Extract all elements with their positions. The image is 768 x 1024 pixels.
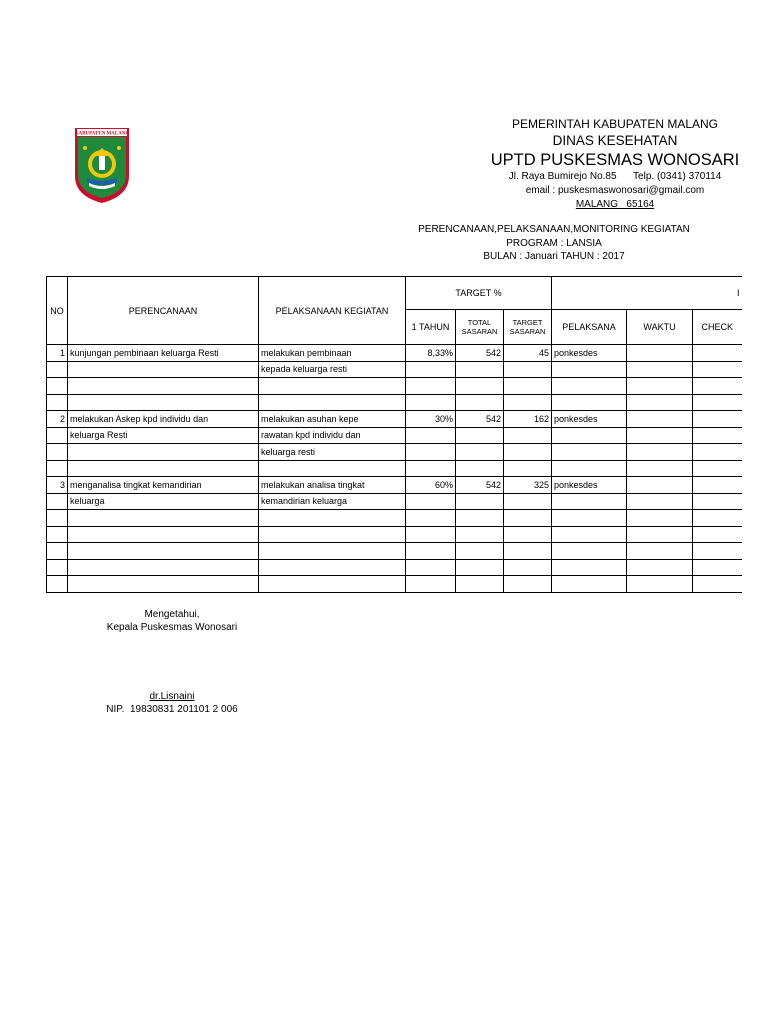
cell-pelaksanaan xyxy=(259,543,406,560)
cell-pelaksanaan: kemandirian keluarga xyxy=(259,493,406,510)
cell-pelaksana xyxy=(552,493,627,510)
activity-table xyxy=(46,276,742,593)
cell-no xyxy=(47,576,68,593)
cell-check xyxy=(693,510,742,527)
cell-target-sasaran xyxy=(504,427,552,444)
cell-waktu xyxy=(627,493,693,510)
table-row xyxy=(47,361,742,378)
cell-check xyxy=(693,411,742,428)
cell-pelaksana: ponkesdes xyxy=(552,411,627,428)
cell-no xyxy=(47,378,68,395)
cell-total-sasaran xyxy=(456,394,504,411)
cell-no: 1 xyxy=(47,345,68,362)
cell-target-sasaran xyxy=(504,526,552,543)
cell-target-sasaran: 162 xyxy=(504,411,552,428)
cell-1-tahun xyxy=(406,427,456,444)
header-monitoring-group: I xyxy=(552,277,742,310)
signer-title: Kepala Puskesmas Wonosari xyxy=(106,622,238,633)
period-label: BULAN : Januari TAHUN : 2017 xyxy=(483,251,625,262)
cell-perencanaan xyxy=(68,444,259,461)
cell-1-tahun xyxy=(406,378,456,395)
cell-perencanaan xyxy=(68,510,259,527)
cell-waktu xyxy=(627,427,693,444)
institution-name: UPTD PUSKESMAS WONOSARI xyxy=(490,151,740,169)
cell-total-sasaran xyxy=(456,526,504,543)
cell-total-sasaran: 542 xyxy=(456,411,504,428)
table-body xyxy=(47,345,742,593)
cell-pelaksanaan xyxy=(259,460,406,477)
cell-target-sasaran xyxy=(504,361,552,378)
cell-perencanaan xyxy=(68,543,259,560)
cell-check xyxy=(693,526,742,543)
cell-pelaksana: ponkesdes xyxy=(552,345,627,362)
cell-pelaksana xyxy=(552,559,627,576)
header-total-sasaran-line2: SASARAN xyxy=(461,327,498,336)
government-name: PEMERINTAH KABUPATEN MALANG xyxy=(511,117,719,131)
cell-no xyxy=(47,493,68,510)
table-header xyxy=(47,277,742,345)
header-target-sasaran-line1: TARGET xyxy=(512,318,543,327)
cell-perencanaan xyxy=(68,361,259,378)
cell-target-sasaran xyxy=(504,493,552,510)
cell-pelaksanaan xyxy=(259,559,406,576)
cell-1-tahun xyxy=(406,361,456,378)
cell-total-sasaran xyxy=(456,361,504,378)
program-label: PROGRAM : LANSIA xyxy=(506,237,602,249)
cell-1-tahun xyxy=(406,493,456,510)
cell-no xyxy=(47,559,68,576)
table-row xyxy=(47,526,742,543)
plan-title-block xyxy=(380,223,728,264)
cell-pelaksana xyxy=(552,361,627,378)
cell-pelaksanaan xyxy=(259,378,406,395)
cell-check xyxy=(693,460,742,477)
cell-no xyxy=(47,510,68,527)
signer-nip: NIP. 19830831 201101 2 006 xyxy=(106,704,238,715)
cell-waktu xyxy=(627,361,693,378)
cell-perencanaan: keluarga xyxy=(68,493,259,510)
cell-total-sasaran xyxy=(456,493,504,510)
cell-target-sasaran xyxy=(504,394,552,411)
table-row xyxy=(47,543,742,560)
cell-pelaksana xyxy=(552,460,627,477)
table-row xyxy=(47,427,742,444)
cell-1-tahun xyxy=(406,444,456,461)
cell-no xyxy=(47,394,68,411)
cell-check xyxy=(693,394,742,411)
header-no: NO xyxy=(47,277,68,345)
cell-pelaksanaan xyxy=(259,576,406,593)
cell-total-sasaran: 542 xyxy=(456,477,504,494)
cell-check xyxy=(693,361,742,378)
kabupaten-malang-logo xyxy=(73,126,131,204)
cell-no: 3 xyxy=(47,477,68,494)
cell-perencanaan xyxy=(68,378,259,395)
cell-1-tahun: 30% xyxy=(406,411,456,428)
cell-1-tahun xyxy=(406,576,456,593)
cell-total-sasaran xyxy=(456,576,504,593)
header-total-sasaran-line1: TOTAL xyxy=(467,318,492,327)
table-row xyxy=(47,510,742,527)
email-line: email : puskesmaswonosari@gmail.com xyxy=(525,185,705,196)
signer-block xyxy=(96,690,248,716)
cell-pelaksana xyxy=(552,510,627,527)
cell-target-sasaran xyxy=(504,576,552,593)
svg-text:KABUPATEN MALANG: KABUPATEN MALANG xyxy=(74,131,130,137)
cell-pelaksana xyxy=(552,444,627,461)
table-row xyxy=(47,559,742,576)
cell-no xyxy=(47,444,68,461)
cell-waktu xyxy=(627,576,693,593)
table-row xyxy=(47,394,742,411)
cell-perencanaan xyxy=(68,576,259,593)
cell-perencanaan xyxy=(68,460,259,477)
header-pelaksanaan: PELAKSANAAN KEGIATAN xyxy=(259,277,406,345)
cell-check xyxy=(693,345,742,362)
cell-1-tahun xyxy=(406,460,456,477)
cell-no xyxy=(47,460,68,477)
cell-perencanaan: kunjungan pembinaan keluarga Resti xyxy=(68,345,259,362)
header-check: CHECK xyxy=(693,310,742,345)
cell-pelaksana xyxy=(552,394,627,411)
cell-pelaksanaan: melakukan pembinaan xyxy=(259,345,406,362)
cell-pelaksana xyxy=(552,543,627,560)
cell-waktu xyxy=(627,510,693,527)
cell-total-sasaran xyxy=(456,510,504,527)
table-row xyxy=(47,493,742,510)
table-row xyxy=(47,477,742,494)
header-waktu: WAKTU xyxy=(627,310,693,345)
cell-waktu xyxy=(627,526,693,543)
cell-pelaksanaan xyxy=(259,510,406,527)
cell-total-sasaran xyxy=(456,378,504,395)
cell-check xyxy=(693,543,742,560)
cell-1-tahun xyxy=(406,394,456,411)
table-row xyxy=(47,345,742,362)
cell-pelaksanaan xyxy=(259,526,406,543)
cell-1-tahun xyxy=(406,543,456,560)
cell-target-sasaran xyxy=(504,444,552,461)
header-target-sasaran-line2: SASARAN xyxy=(509,327,546,336)
cell-check xyxy=(693,427,742,444)
cell-total-sasaran xyxy=(456,427,504,444)
cell-pelaksanaan: rawatan kpd individu dan xyxy=(259,427,406,444)
acknowledged-label: Mengetahui, xyxy=(144,609,200,620)
table-row xyxy=(47,576,742,593)
cell-total-sasaran xyxy=(456,460,504,477)
header-perencanaan: PERENCANAAN xyxy=(68,277,259,345)
cell-waktu xyxy=(627,543,693,560)
cell-no: 2 xyxy=(47,411,68,428)
cell-pelaksanaan: kepada keluarga resti xyxy=(259,361,406,378)
cell-1-tahun: 60% xyxy=(406,477,456,494)
table-row xyxy=(47,378,742,395)
cell-target-sasaran xyxy=(504,510,552,527)
cell-waktu xyxy=(627,477,693,494)
cell-no xyxy=(47,427,68,444)
cell-waktu xyxy=(627,460,693,477)
header-total-sasaran xyxy=(456,310,504,345)
cell-pelaksana: ponkesdes xyxy=(552,477,627,494)
cell-1-tahun xyxy=(406,559,456,576)
table-row xyxy=(47,444,742,461)
header-target-group: TARGET % xyxy=(406,277,552,310)
cell-check xyxy=(693,493,742,510)
cell-check xyxy=(693,378,742,395)
cell-pelaksana xyxy=(552,526,627,543)
cell-total-sasaran: 542 xyxy=(456,345,504,362)
table-row xyxy=(47,411,742,428)
signature-block xyxy=(96,608,248,634)
cell-pelaksana xyxy=(552,427,627,444)
cell-target-sasaran xyxy=(504,378,552,395)
header-pelaksana: PELAKSANA xyxy=(552,310,627,345)
signer-name: dr.Lisnaini xyxy=(149,691,195,702)
cell-waktu xyxy=(627,411,693,428)
cell-target-sasaran: 325 xyxy=(504,477,552,494)
header-1-tahun: 1 TAHUN xyxy=(406,310,456,345)
cell-perencanaan xyxy=(68,394,259,411)
city-postcode: MALANG 65164 xyxy=(575,199,655,210)
cell-check xyxy=(693,477,742,494)
table-row xyxy=(47,460,742,477)
cell-1-tahun: 8,33% xyxy=(406,345,456,362)
cell-waktu xyxy=(627,394,693,411)
cell-total-sasaran xyxy=(456,543,504,560)
cell-waktu xyxy=(627,345,693,362)
cell-waktu xyxy=(627,378,693,395)
cell-perencanaan: melakukan Askep kpd individu dan xyxy=(68,411,259,428)
cell-perencanaan: keluarga Resti xyxy=(68,427,259,444)
cell-no xyxy=(47,543,68,560)
cell-target-sasaran: 45 xyxy=(504,345,552,362)
cell-no xyxy=(47,526,68,543)
header-target-sasaran xyxy=(504,310,552,345)
cell-check xyxy=(693,559,742,576)
cell-pelaksana xyxy=(552,378,627,395)
cell-waktu xyxy=(627,444,693,461)
cell-perencanaan xyxy=(68,559,259,576)
cell-pelaksanaan: melakukan analisa tingkat xyxy=(259,477,406,494)
cell-waktu xyxy=(627,559,693,576)
cell-no xyxy=(47,361,68,378)
cell-perencanaan xyxy=(68,526,259,543)
cell-1-tahun xyxy=(406,510,456,527)
cell-check xyxy=(693,576,742,593)
cell-total-sasaran xyxy=(456,444,504,461)
cell-pelaksanaan: keluarga resti xyxy=(259,444,406,461)
cell-perencanaan: menganalisa tingkat kemandirian xyxy=(68,477,259,494)
address-line: Jl. Raya Bumirejo No.85 Telp. (0341) 370114 xyxy=(508,171,722,182)
cell-pelaksanaan: melakukan asuhan kepe xyxy=(259,411,406,428)
cell-1-tahun xyxy=(406,526,456,543)
cell-target-sasaran xyxy=(504,543,552,560)
cell-target-sasaran xyxy=(504,559,552,576)
cell-target-sasaran xyxy=(504,460,552,477)
cell-total-sasaran xyxy=(456,559,504,576)
cell-pelaksana xyxy=(552,576,627,593)
plan-title: PERENCANAAN,PELAKSANAAN,MONITORING KEGIATAN xyxy=(418,224,690,235)
cell-check xyxy=(693,444,742,461)
cell-pelaksanaan xyxy=(259,394,406,411)
department-name: DINAS KESEHATAN xyxy=(552,133,678,148)
city-line xyxy=(480,198,750,212)
letterhead xyxy=(480,117,750,212)
